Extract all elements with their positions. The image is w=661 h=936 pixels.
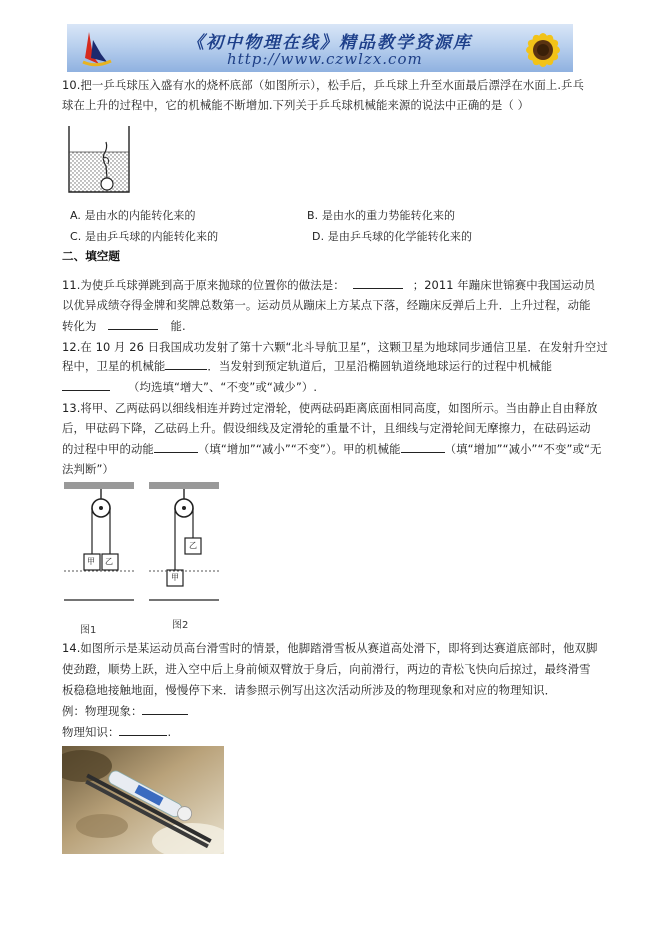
q11-line1-part1: 11.为使乒乓球弹跳到高于原来抛球的位置你的做法是： bbox=[62, 278, 345, 292]
header-banner bbox=[67, 24, 573, 72]
q10-text-line2: 球在上升的过程中，它的机械能不断增加.下列关于乒乓球机械能来源的说法中正确的是（ ） bbox=[62, 98, 530, 112]
section-title: 二、填空题 bbox=[62, 249, 120, 263]
q12-text-line3 bbox=[62, 379, 317, 395]
q14-knowledge-label: 物理知识： bbox=[62, 725, 120, 739]
q12-text-line2 bbox=[62, 358, 552, 374]
q14-text-line3: 板稳稳地接触地面，慢慢停下来．请参照示例写出这次活动所涉及的物理现象和对应的物理知识． bbox=[62, 683, 557, 697]
answer-blank bbox=[119, 735, 167, 736]
answer-blank bbox=[154, 452, 198, 453]
answer-blank bbox=[108, 329, 158, 330]
q13-line3-part1: 的过程中甲的动能 bbox=[62, 442, 154, 456]
q11-text-line1 bbox=[62, 277, 595, 293]
q12-text-line1: 12.在 10 月 26 日我国成功发射了第十六颗“北斗导航卫星”，这颗卫星为地球同步通信卫星．在发射升空过 bbox=[62, 340, 608, 354]
banner-title: 《初中物理在线》精品教学资源库 bbox=[187, 33, 472, 53]
pulley-figure-1 bbox=[64, 482, 134, 606]
weight-jia-label: 甲 bbox=[171, 573, 179, 582]
q14-knowledge-line: 物理知识： . bbox=[62, 725, 172, 739]
q13-text-line4: 法判断”） bbox=[62, 462, 114, 476]
q13-text-line2: 后，甲砝码下降，乙砝码上升。假设细线及定滑轮的重量不计，且细线与定滑轮间无摩擦力，在砝码运动 bbox=[62, 421, 591, 435]
q10-text-line1: 10.把一乒乓球压入盛有水的烧杯底部（如图所示），松手后，乒乓球上升至水面最后漂浮在水面上.乒乓 bbox=[62, 78, 585, 92]
q12-line2-part2: ．当发射到预定轨道后，卫星沿椭圆轨道绕地球运行的过程中机械能 bbox=[207, 359, 553, 373]
sunflower-icon bbox=[505, 24, 573, 72]
q10-option-b: B. 是由水的重力势能转化来的 bbox=[307, 209, 456, 222]
q12-line2-part1: 程中，卫星的机械能 bbox=[62, 359, 166, 373]
q11-text-line2: 以优异成绩夺得金牌和奖牌总数第一。运动员从蹦床上方某点下落，经蹦床反弹后上升．上升过程，动能 bbox=[62, 298, 591, 312]
pulley-figure-2 bbox=[149, 482, 219, 606]
ski-jumper-photo bbox=[62, 746, 224, 854]
q13-line3-part2: （填“增加”“减小”“不变”）。甲的机械能 bbox=[197, 442, 401, 456]
answer-blank bbox=[62, 390, 110, 391]
q11-line3-part1: 转化为 bbox=[62, 319, 97, 333]
beaker-figure bbox=[66, 122, 132, 196]
q13-text-line1: 13.将甲、乙两砝码以细线相连并跨过定滑轮，使两砝码距离底面相同高度，如图所示。当由静止自由释放 bbox=[62, 401, 598, 415]
q13-line3-part3: （填“增加”“减小”“不变”或“无 bbox=[444, 442, 602, 456]
answer-blank bbox=[142, 714, 188, 715]
q14-text-line1: 14.如图所示是某运动员高台滑雪时的情景，他脚踏滑雪板从赛道高处滑下，即将到达赛道底部时，他双脚 bbox=[62, 641, 598, 655]
weight-yi-label: 乙 bbox=[189, 541, 197, 550]
figure-2-caption: 图2 bbox=[172, 620, 189, 631]
banner-url: http://www.czwlzx.com bbox=[227, 50, 423, 68]
answer-blank bbox=[353, 288, 403, 289]
q10-option-d: D. 是由乒乓球的化学能转化来的 bbox=[312, 230, 473, 243]
weight-yi-label: 乙 bbox=[105, 557, 113, 566]
q11-text-line3 bbox=[62, 318, 186, 334]
q11-line3-part2: 能. bbox=[170, 319, 186, 333]
answer-blank bbox=[165, 369, 207, 370]
figure-1-caption: 图1 bbox=[80, 625, 97, 636]
q14-example-line bbox=[62, 703, 188, 719]
q10-option-c: C. 是由乒乓球的内能转化来的 bbox=[70, 230, 219, 243]
q14-example-label: 例：物理现象： bbox=[62, 704, 143, 718]
q12-line3-text: （均选填“增大”、“不变”或“减少”）. bbox=[128, 380, 318, 394]
q11-line1-part2: ；2011 年蹦床世锦赛中我国运动员 bbox=[412, 278, 596, 292]
q10-option-a: A. 是由水的内能转化来的 bbox=[70, 209, 196, 222]
answer-blank bbox=[401, 452, 445, 453]
q14-text-line2: 使劲蹬，顺势上跃，进入空中后上身前倾双臂放于身后，向前滑行，两边的青松飞快向后掠过，最终滑雪 bbox=[62, 662, 591, 676]
weight-jia-label: 甲 bbox=[87, 557, 95, 566]
q13-text-line3 bbox=[62, 441, 602, 457]
site-logo-icon bbox=[79, 28, 113, 68]
